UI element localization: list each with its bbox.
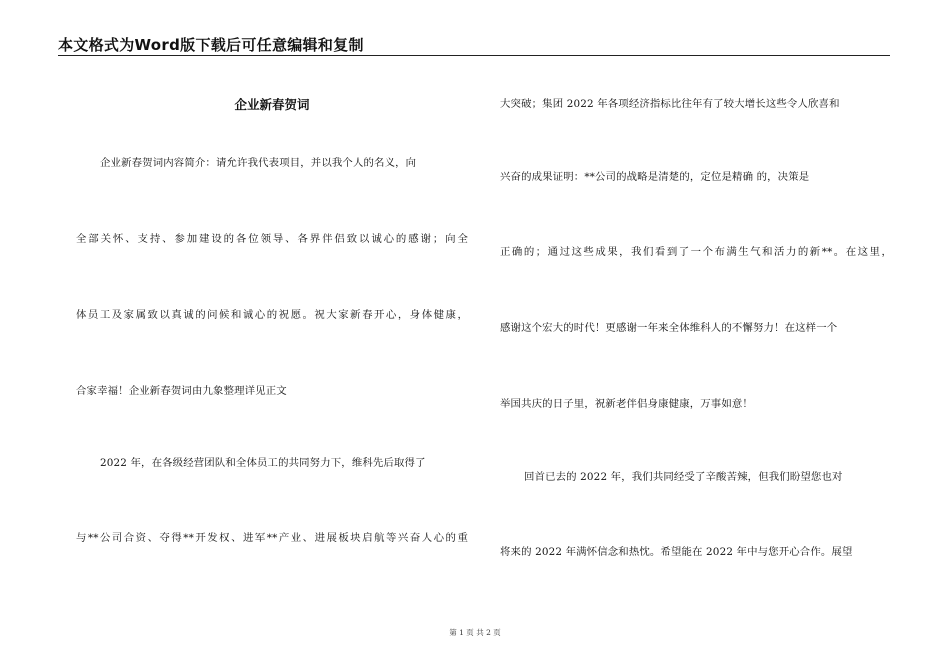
paragraph-line: 全部关怀、支持、参加建设的各位领导、各界伴侣致以诚心的感谢；向全 bbox=[76, 233, 468, 245]
paragraph-line: 大突破；集团 2022 年各项经济指标比往年有了较大增长这些令人欣喜和 bbox=[500, 98, 840, 110]
paragraph-line: 兴奋的成果证明：**公司的战略是清楚的，定位是精确 的，决策是 bbox=[500, 171, 810, 183]
paragraph-line: 将来的 2022 年满怀信念和热忱。希望能在 2022 年中与您开心合作。展望 bbox=[500, 546, 853, 558]
left-column bbox=[76, 0, 468, 672]
paragraph-line: 2022 年，在各级经营团队和全体员工的共同努力下，维科先后取得了 bbox=[100, 457, 426, 469]
paragraph-line: 企业新春贺词内容简介：请允许我代表项目，并以我个人的名义，向 bbox=[100, 157, 417, 169]
paragraph-line: 正确的；通过这些成果，我们看到了一个布满生气和活力的新**。在这里， bbox=[500, 246, 892, 258]
page-number: 第 1 页 共 2 页 bbox=[449, 628, 501, 637]
document-title: 企业新春贺词 bbox=[234, 97, 310, 112]
format-banner: 本文格式为Word版下载后可任意编辑和复制 bbox=[58, 36, 364, 54]
paragraph-line: 与**公司合资、夺得**开发权、进军**产业、进展板块启航等兴奋人心的重 bbox=[76, 532, 468, 544]
paragraph-line: 合家幸福！企业新春贺词由九象整理详见正文 bbox=[76, 385, 287, 397]
paragraph-line: 回首已去的 2022 年，我们共同经受了辛酸苦辣，但我们盼望您也对 bbox=[524, 471, 843, 483]
paragraph-line: 举国共庆的日子里，祝新老伴侣身康健康，万事如意！ bbox=[500, 398, 753, 410]
right-column bbox=[500, 0, 892, 672]
paragraph-line: 感谢这个宏大的时代！更感谢一年来全体维科人的不懈努力！在这样一个 bbox=[500, 322, 838, 334]
paragraph-line: 体员工及家属致以真诚的问候和诚心的祝愿。祝大家新春开心，身体健康， bbox=[76, 309, 468, 321]
